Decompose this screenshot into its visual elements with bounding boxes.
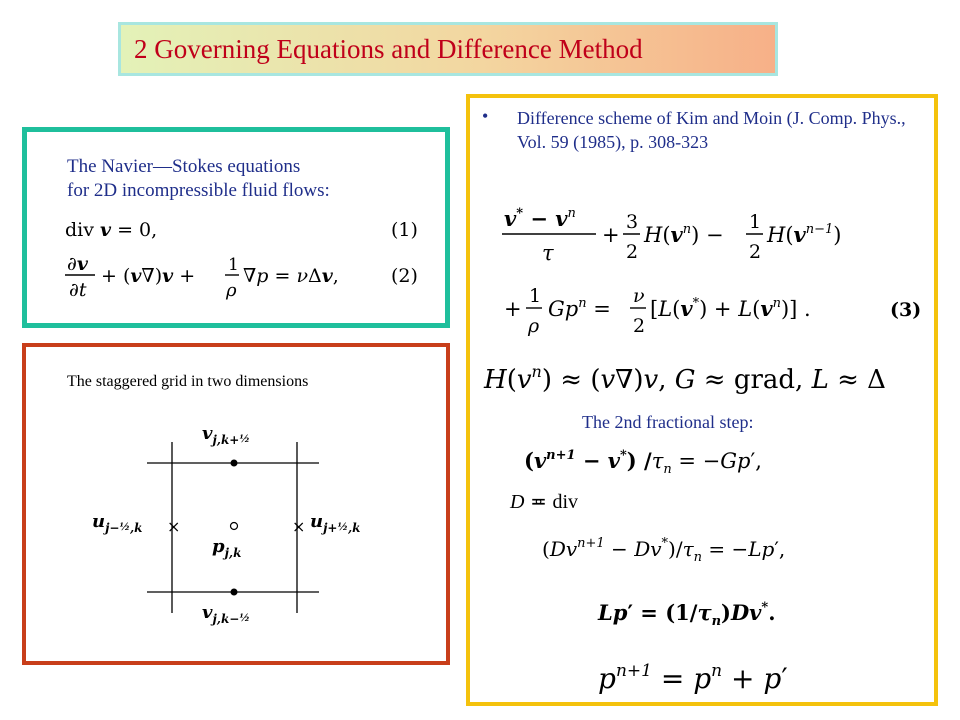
scheme-equation-line-2 xyxy=(504,285,811,337)
navier-stokes-panel xyxy=(22,127,450,328)
svg-text:ρ: ρ xyxy=(226,280,237,301)
svg-text:ρ: ρ xyxy=(528,315,540,337)
label-u-right: $u_{j+}\frac{1}{2},k$ xyxy=(310,511,361,535)
continuity-equation: div v = 0, xyxy=(65,219,158,241)
staggered-grid-diagram xyxy=(26,347,446,661)
difference-scheme-panel xyxy=(466,94,938,706)
defined-as-glyph: ≖ xyxy=(530,491,547,513)
svg-text:[L(v*) + L(vn)] .: $[L(v^*) + L(v^n)]$ . xyxy=(650,296,811,321)
svg-text:∇p = νΔv,: ∇p = νΔv, xyxy=(243,265,339,287)
bullet-icon: • xyxy=(482,106,489,126)
scheme-equations xyxy=(470,98,934,702)
svg-text:3: 3 xyxy=(626,211,639,233)
d-symbol: D xyxy=(510,491,525,513)
scheme-equation-line-1 xyxy=(502,206,841,265)
slide-title: 2 Governing Equations and Difference Method xyxy=(134,34,643,64)
v-node-top xyxy=(231,460,238,467)
svg-text:Gpn =: $Gp^n$ = xyxy=(548,296,611,321)
u-node-right: × xyxy=(292,517,306,536)
label-v-bottom: $v_{j,k-}\frac{1}{2}$ xyxy=(202,602,250,626)
svg-text:v* − vn: $v^* - v^n$ xyxy=(504,206,576,231)
eq2-label: (2) xyxy=(391,265,418,287)
eq1-label: (1) xyxy=(391,219,418,241)
fractional-step-label: The 2nd fractional step: xyxy=(582,412,754,432)
svg-text:2: 2 xyxy=(633,315,646,337)
staggered-grid-panel xyxy=(22,343,450,665)
svg-text:2: 2 xyxy=(749,241,762,263)
p-node-center xyxy=(231,523,238,530)
divergence-definition xyxy=(510,489,578,514)
svg-text:+ (v∇)v +: + (v∇)v + xyxy=(101,265,196,287)
ns-intro-line-2: for 2D incompressible fluid flows: xyxy=(67,180,330,201)
poisson-equation: $Lp' = (1/\tau_n)Dv^*$. xyxy=(598,600,776,629)
svg-text:∂v: ∂v xyxy=(67,253,88,275)
svg-text:2: 2 xyxy=(626,241,639,263)
title-banner xyxy=(118,22,778,76)
svg-text:1: 1 xyxy=(529,285,542,307)
fractional-step-equation: $(v^{n+1} - v^*) /\tau_n = -Gp'$, xyxy=(524,448,762,477)
ns-equations xyxy=(27,132,445,323)
label-u-left: $u_{j-}\frac{1}{2},k$ xyxy=(92,511,143,535)
grid-caption: The staggered grid in two dimensions xyxy=(67,373,309,390)
svg-text:1: 1 xyxy=(749,211,762,233)
scheme-reference: Difference scheme of Kim and Moin (J. Comp. Phys., Vol. 59 (1985), p. 308-323 xyxy=(517,108,906,152)
pressure-update-equation: $p^{n+1} = p^n + p'$ xyxy=(598,661,788,695)
svg-text:ν: ν xyxy=(633,285,645,307)
div-text: div xyxy=(552,491,579,513)
svg-text:∂t: ∂t xyxy=(69,279,87,301)
u-node-left: × xyxy=(167,517,181,536)
svg-text:H(vn) −: $H(v^n)$ − xyxy=(644,222,724,247)
label-p-center: $p_{j,k}$ xyxy=(212,536,242,560)
v-node-bottom xyxy=(231,589,238,596)
svg-text:H(vn−1): $H(v^{n-1})$ xyxy=(767,222,842,247)
svg-text:+: + xyxy=(602,223,620,247)
svg-text:τ: τ xyxy=(542,241,554,265)
label-v-top: $v_{j,k+}\frac{1}{2}$ xyxy=(202,423,250,447)
eq3-label: (3) xyxy=(890,299,922,321)
projection-equation: $(Dv^{n+1} - Dv^*)/\tau_n = -Lp'$, xyxy=(542,536,786,565)
svg-text:+: + xyxy=(504,297,522,321)
ns-intro-line-1: The Navier—Stokes equations xyxy=(67,156,301,177)
approximation-definitions: $H(v^n) \approx (v\nabla)v$, G ≈ grad, L ≈ Δ xyxy=(484,362,886,395)
momentum-equation xyxy=(65,253,339,301)
svg-text:1: 1 xyxy=(228,255,239,275)
